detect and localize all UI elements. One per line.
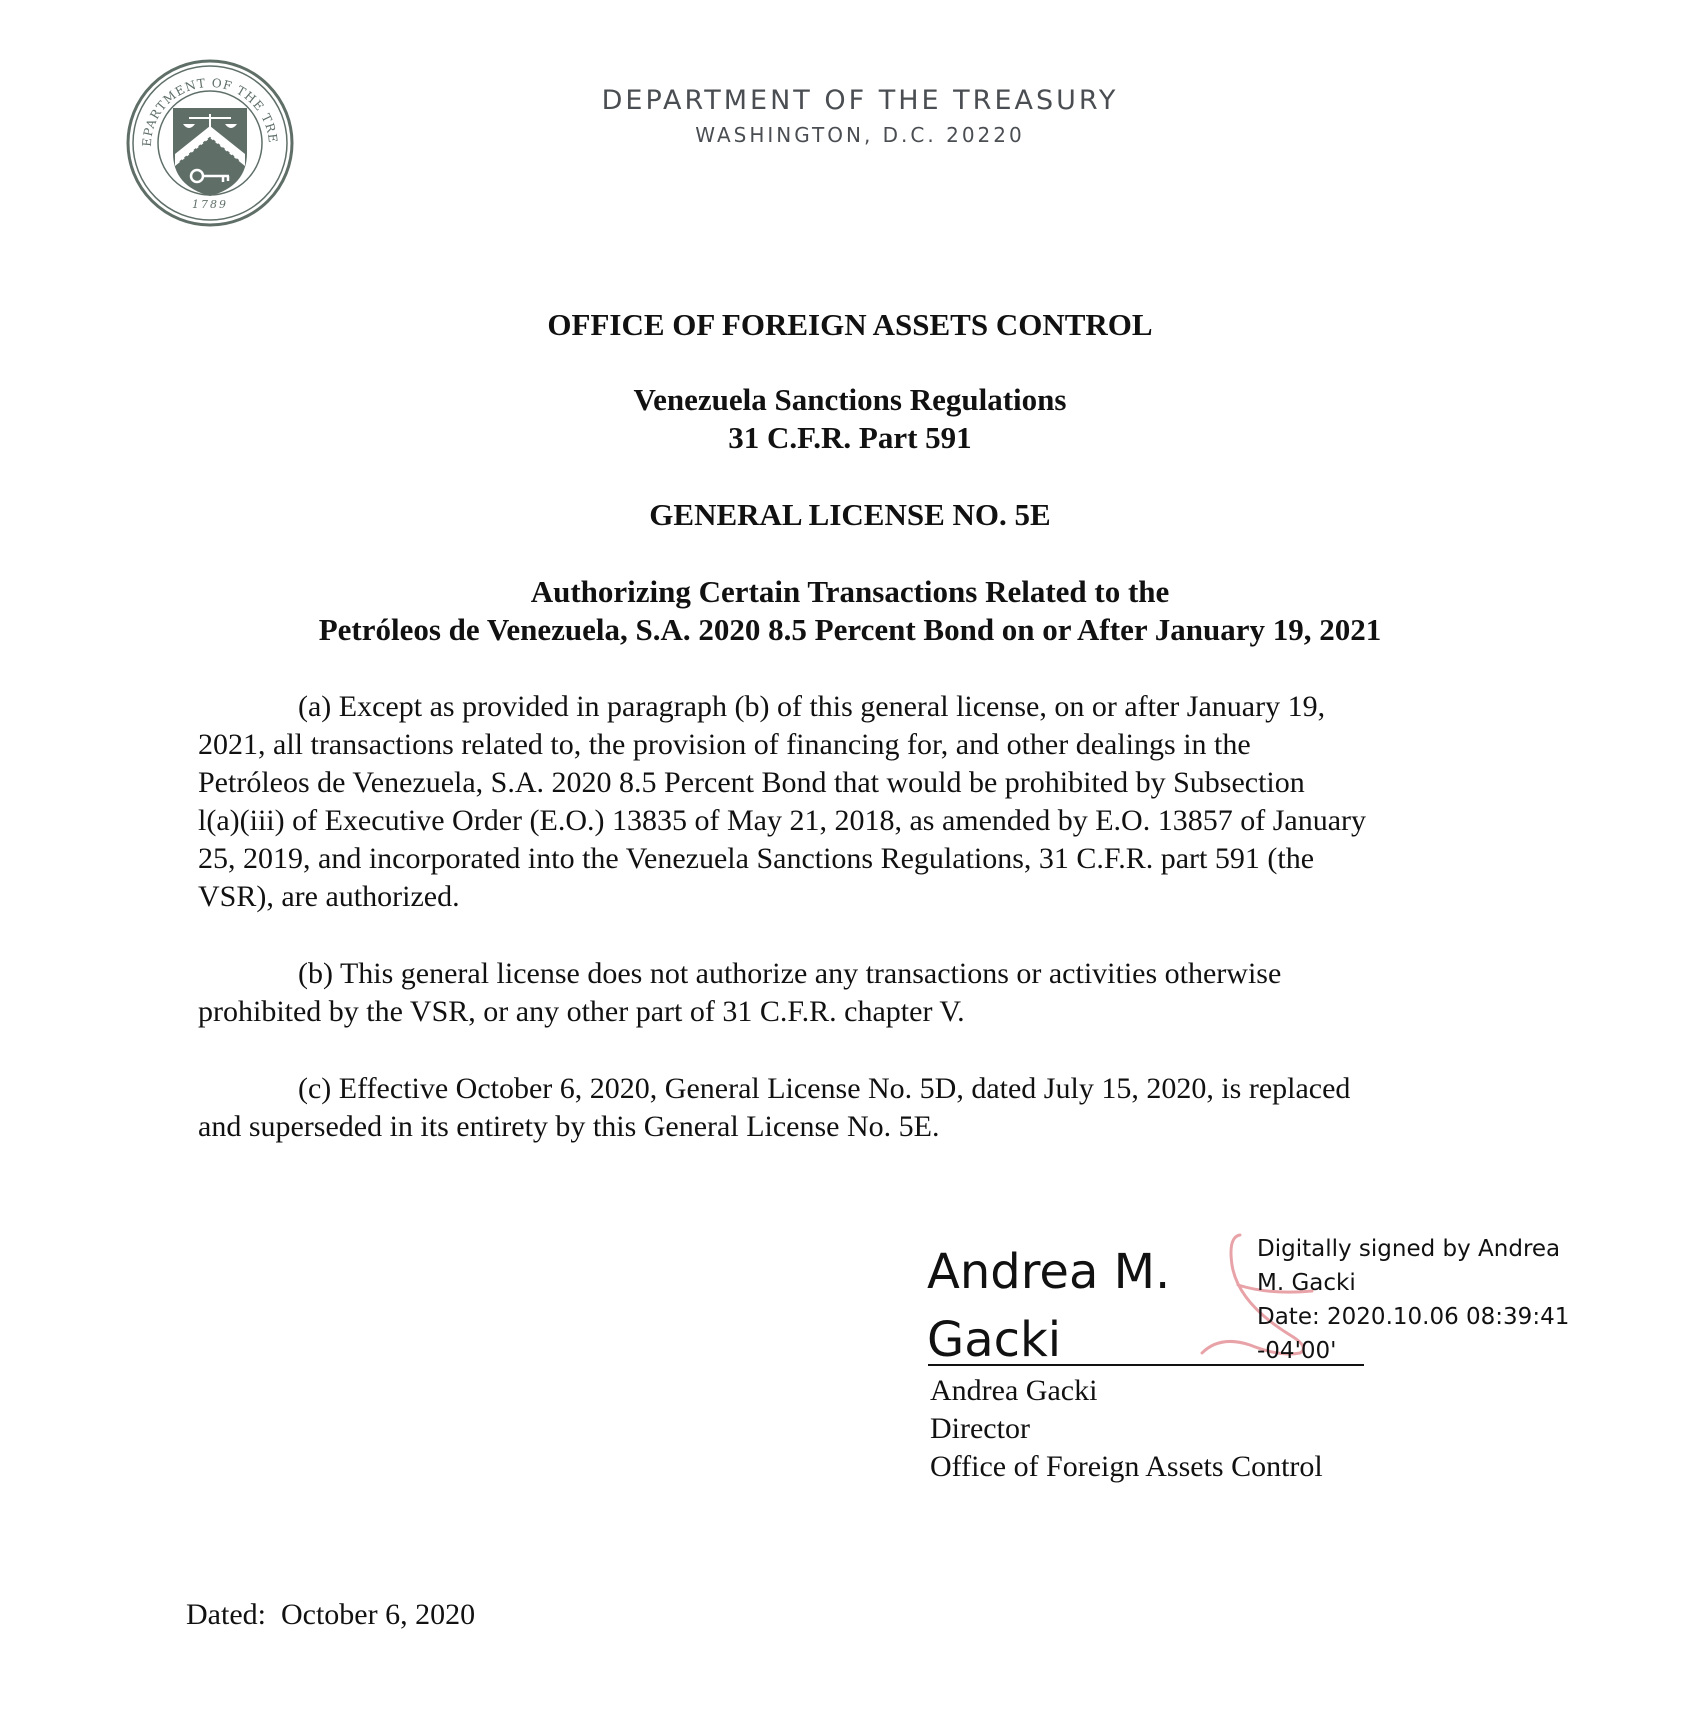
letterhead: [460, 84, 1260, 152]
paragraph-line: l(a)(iii) of Executive Order (E.O.) 13835 of May 21, 2018, as amended by E.O. 13857 of January: [198, 804, 1367, 837]
paragraph-line: 25, 2019, and incorporated into the Venezuela Sanctions Regulations, 31 C.F.R. part 591 (the: [198, 842, 1315, 875]
office-heading: OFFICE OF FOREIGN ASSETS CONTROL: [547, 307, 1153, 342]
seal-emblem-icon: [125, 58, 295, 228]
paragraph-a: [198, 688, 1518, 916]
seal-ring-text: EPARTMENT OF THE TRE: [139, 75, 281, 148]
paragraph-b: [198, 955, 1518, 1031]
paragraph-line: Petróleos de Venezuela, S.A. 2020 8.5 Percent Bond that would be prohibited by Subsection: [198, 766, 1305, 799]
paragraph-line: prohibited by the VSR, or any other part of 31 C.F.R. chapter V.: [198, 995, 965, 1028]
paragraph-line: 2021, all transactions related to, the provision of financing for, and other dealings in the: [198, 728, 1251, 761]
paragraph-line: and superseded in its entirety by this General License No. 5E.: [198, 1110, 940, 1143]
department-address: WASHINGTON, D.C. 20220: [695, 123, 1025, 147]
signer-name: Andrea Gacki: [930, 1374, 1098, 1407]
signature-line: [928, 1364, 1364, 1366]
dated-label: Dated:: [186, 1598, 266, 1631]
department-name: DEPARTMENT OF THE TREASURY: [601, 85, 1119, 116]
cfr-reference: 31 C.F.R. Part 591: [728, 420, 972, 455]
seal-year: 1789: [192, 198, 228, 211]
signer-office: Office of Foreign Assets Control: [930, 1450, 1323, 1483]
signature-name-line-1: Andrea M.: [927, 1244, 1171, 1300]
paragraph-line: VSR), are authorized.: [198, 880, 460, 913]
digital-signature-name: [927, 1238, 1170, 1374]
digital-signature-details: [1257, 1232, 1569, 1368]
digital-signature-offset: -04'00': [1257, 1338, 1337, 1364]
paragraph-line: (b) This general license does not authorize any transactions or activities otherwise: [298, 957, 1282, 990]
digital-signature-line: M. Gacki: [1257, 1270, 1356, 1296]
paragraph-line: (a) Except as provided in paragraph (b) of this general license, on or after January 19,: [298, 690, 1326, 723]
digital-signature-line: Digitally signed by Andrea: [1257, 1236, 1561, 1262]
treasury-seal: [125, 58, 295, 228]
paragraph-line: (c) Effective October 6, 2020, General License No. 5D, dated July 15, 2020, is replaced: [298, 1072, 1351, 1105]
paragraph-c: [198, 1070, 1518, 1146]
dated-date: October 6, 2020: [280, 1598, 476, 1631]
dated-line: [186, 1596, 475, 1634]
signature-name-line-2: Gacki: [927, 1312, 1062, 1368]
license-subtitle-line-1: Authorizing Certain Transactions Related to the: [530, 574, 1170, 609]
license-number: GENERAL LICENSE NO. 5E: [649, 497, 1051, 532]
regulations-title: Venezuela Sanctions Regulations: [633, 382, 1067, 417]
signer-title: Director: [930, 1412, 1030, 1445]
signer-block: [930, 1372, 1323, 1486]
license-subtitle-line-2: Petróleos de Venezuela, S.A. 2020 8.5 Percent Bond on or After January 19, 2021: [318, 612, 1382, 647]
digital-signature-date: Date: 2020.10.06 08:39:41: [1257, 1304, 1570, 1330]
